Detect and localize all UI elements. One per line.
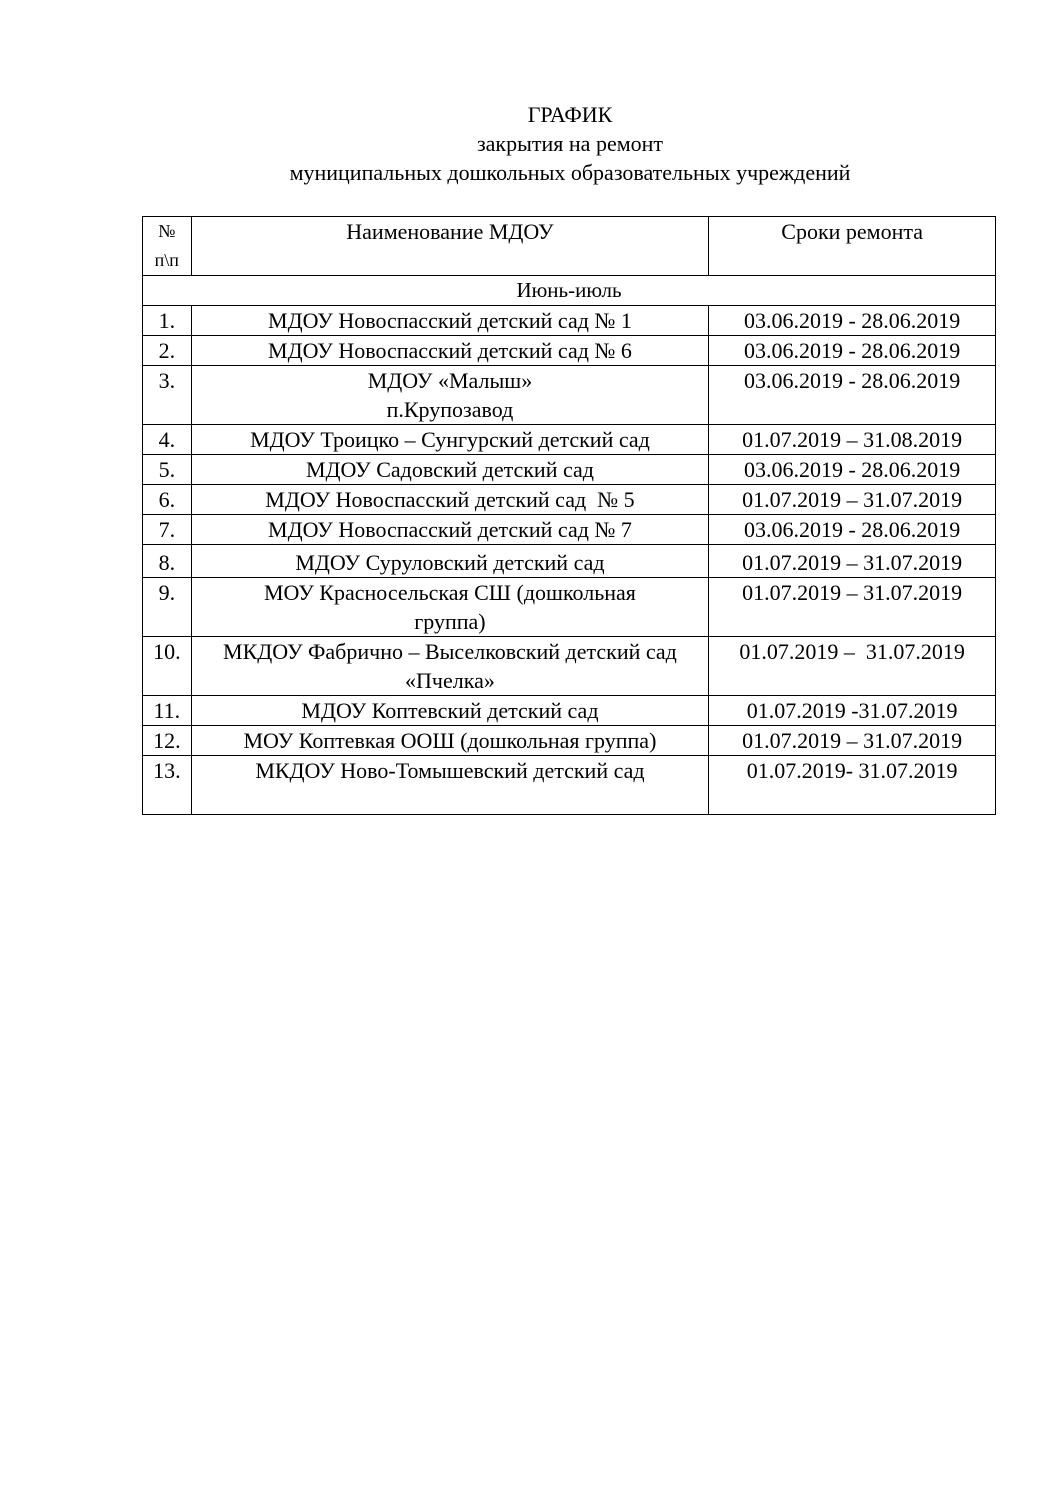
row-repair-dates: 01.07.2019 – 31.07.2019	[709, 578, 996, 637]
table-row	[143, 366, 996, 425]
row-institution-name: МДОУ Новоспасский детский сад № 6	[191, 336, 709, 366]
header-institution-name: Наименование МДОУ	[191, 217, 709, 276]
row-repair-dates: 01.07.2019 – 31.07.2019	[709, 726, 996, 756]
document-subtitle-line-2: муниципальных дошкольных образовательных учреждений	[289, 160, 851, 185]
row-repair-dates: 03.06.2019 - 28.06.2019	[709, 306, 996, 336]
row-repair-dates: 01.07.2019 – 31.07.2019	[709, 485, 996, 515]
table-row	[143, 455, 996, 485]
document-title: ГРАФИК	[527, 102, 613, 127]
row-institution-name: МДОУ Суруловский детский сад	[191, 545, 709, 578]
row-number: 6.	[143, 485, 192, 515]
row-institution-name: МДОУ Новоспасский детский сад № 7	[191, 515, 709, 545]
row-repair-dates: 01.07.2019 – 31.07.2019	[709, 545, 996, 578]
table-row	[143, 756, 996, 815]
row-number: 5.	[143, 455, 192, 485]
row-repair-dates: 03.06.2019 - 28.06.2019	[709, 515, 996, 545]
row-repair-dates: 03.06.2019 - 28.06.2019	[709, 366, 996, 425]
table-header-row	[143, 217, 996, 276]
row-number: 9.	[143, 578, 192, 637]
row-number: 3.	[143, 366, 192, 425]
document-heading	[0, 100, 1061, 187]
table-row	[143, 637, 996, 696]
table-row	[143, 485, 996, 515]
header-number: № п\п	[143, 217, 192, 276]
table-row	[143, 515, 996, 545]
row-institution-name: МОУ Красносельская СШ (дошкольная группа)	[191, 578, 709, 637]
row-institution-name: МОУ Коптевкая ООШ (дошкольная группа)	[191, 726, 709, 756]
row-repair-dates: 03.06.2019 - 28.06.2019	[709, 455, 996, 485]
row-number: 1.	[143, 306, 192, 336]
row-repair-dates: 01.07.2019- 31.07.2019	[709, 756, 996, 815]
section-row	[143, 276, 996, 306]
table-row	[143, 545, 996, 578]
row-repair-dates: 03.06.2019 - 28.06.2019	[709, 336, 996, 366]
row-number: 13.	[143, 756, 192, 815]
row-number: 8.	[143, 545, 192, 578]
row-repair-dates: 01.07.2019 -31.07.2019	[709, 696, 996, 726]
repair-schedule-table	[142, 216, 996, 815]
row-number: 12.	[143, 726, 192, 756]
row-institution-name: МДОУ Садовский детский сад	[191, 455, 709, 485]
table-row	[143, 306, 996, 336]
table-row	[143, 425, 996, 455]
document-subtitle-line-1: закрытия на ремонт	[476, 131, 664, 156]
row-institution-name: МКДОУ Ново-Томышевский детский сад	[191, 756, 709, 815]
row-number: 11.	[143, 696, 192, 726]
row-institution-name: МДОУ Новоспасский детский сад № 5	[191, 485, 709, 515]
row-institution-name: МДОУ «Малыш» п.Крупозавод	[191, 366, 709, 425]
row-repair-dates: 01.07.2019 – 31.07.2019	[709, 637, 996, 696]
row-number: 4.	[143, 425, 192, 455]
row-institution-name: МКДОУ Фабрично – Выселковский детский сад «Пчелка»	[191, 637, 709, 696]
table-row	[143, 336, 996, 366]
row-repair-dates: 01.07.2019 – 31.08.2019	[709, 425, 996, 455]
table-row	[143, 696, 996, 726]
table-row	[143, 726, 996, 756]
row-institution-name: МДОУ Новоспасский детский сад № 1	[191, 306, 709, 336]
row-number: 2.	[143, 336, 192, 366]
row-institution-name: МДОУ Коптевский детский сад	[191, 696, 709, 726]
row-institution-name: МДОУ Троицко – Сунгурский детский сад	[191, 425, 709, 455]
section-label: Июнь-июль	[143, 276, 996, 306]
table-row	[143, 578, 996, 637]
row-number: 7.	[143, 515, 192, 545]
header-repair-dates: Сроки ремонта	[709, 217, 996, 276]
row-number: 10.	[143, 637, 192, 696]
